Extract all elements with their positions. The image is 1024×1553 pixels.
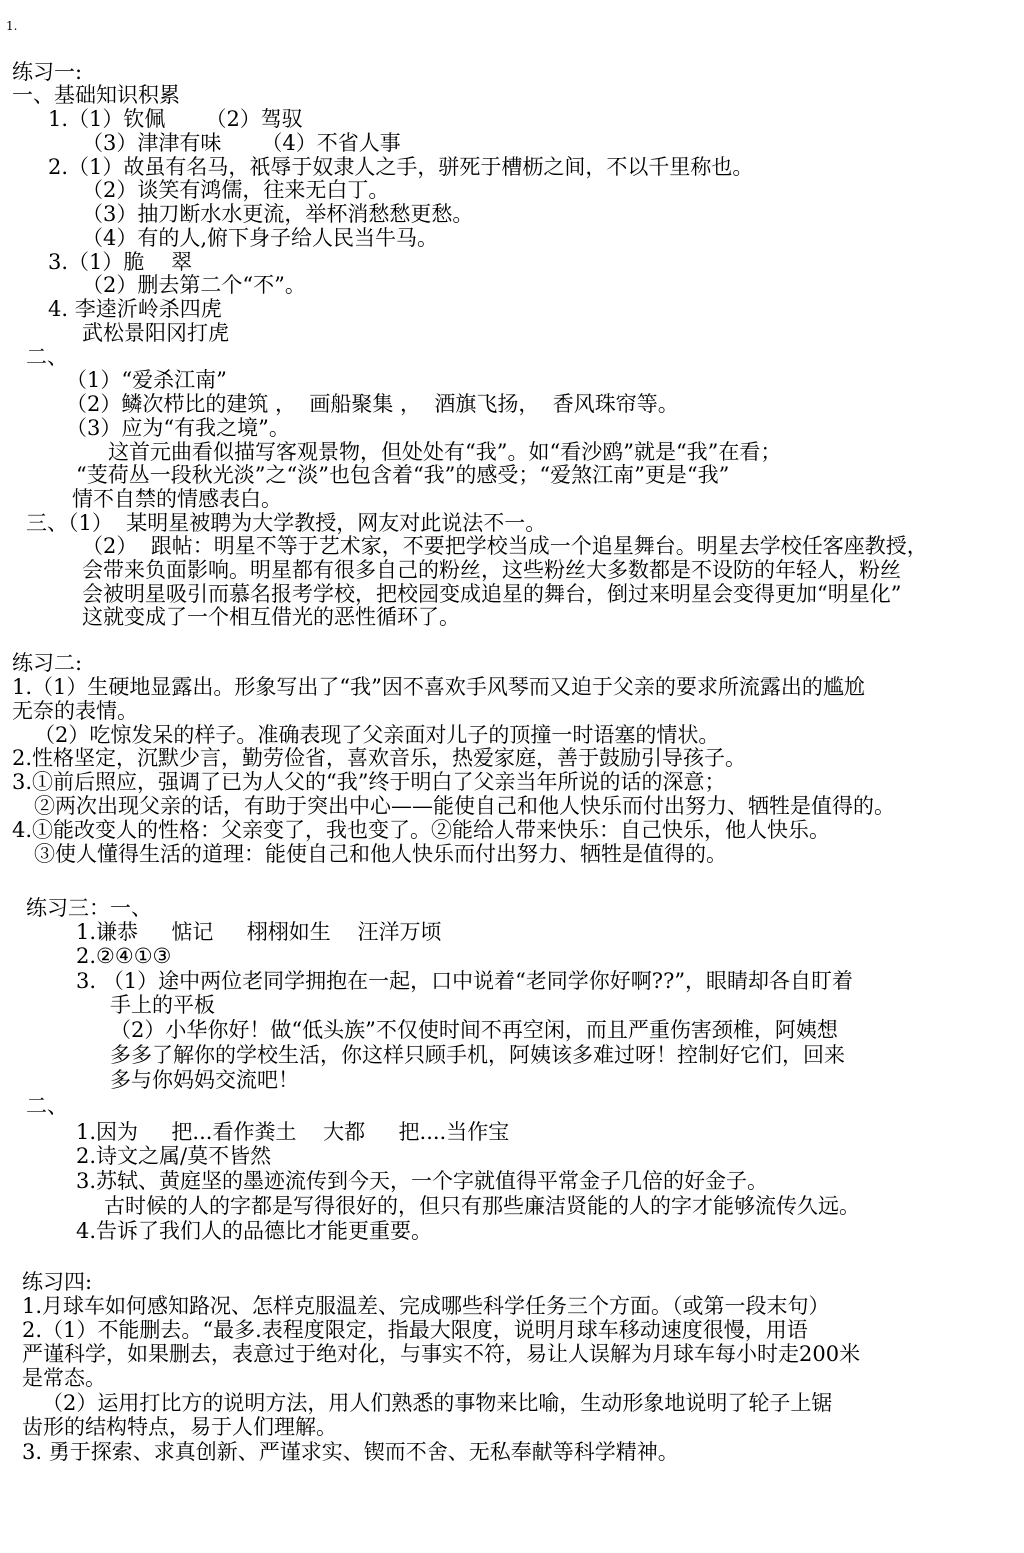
text-line: 4. 李逵沂岭杀四虎 [48,297,222,321]
text-line: 3. （1）途中两位老同学拥抱在一起，口中说着“老同学你好啊??”，眼睛却各自盯着 [76,969,854,993]
text-line: 3.（1）脆 翠 [48,250,193,274]
text-line: 严谨科学，如果删去，表意过于绝对化，与事实不符，易让人误解为月球车每小时走200米 [22,1342,861,1366]
text-line: 1.谦恭 惦记 栩栩如生 汪洋万顷 [76,920,442,944]
text-line: “芰荷丛一段秋光淡”之“淡”也包含着“我”的感受；“爱煞江南”更是“我” [76,463,730,487]
text-line: 练习四: [22,1270,93,1294]
text-line: 多多了解你的学校生活，你这样只顾手机，阿姨该多难过呀！控制好它们，回来 [110,1043,845,1067]
text-line: 二、 [26,345,68,369]
text-line: 古时候的人的字都是写得很好的，但只有那些廉洁贤能的人的字才能够流传久远。 [104,1194,860,1218]
text-line: 是常态。 [22,1366,106,1390]
text-line: 1.（1）生硬地显露出。形象写出了“我”因不喜欢手风琴而又迫于父亲的要求所流露出的尴尬 [12,675,865,699]
text-line: （2）小华你好！做“低头族”不仅使时间不再空闲，而且严重伤害颈椎，阿姨想 [110,1018,838,1042]
text-line: （3）抽刀断水水更流，举杯消愁愁更愁。 [82,202,474,226]
text-line: 练习一: [12,60,83,84]
text-line: 这就变成了一个相互借光的恶性循环了。 [82,605,460,629]
page-number: 1. [6,19,18,33]
text-line: 多与你妈妈交流吧！ [110,1068,299,1092]
text-line: （1）“爱杀江南” [66,368,227,392]
text-line: 2.性格坚定，沉默少言，勤劳俭省，喜欢音乐，热爱家庭，善于鼓励引导孩子。 [12,746,747,770]
text-line: （2） 跟帖：明星不等于艺术家，不要把学校当成一个追星舞台。明星去学校任客座教授， [82,534,928,558]
text-line: （2）删去第二个“不”。 [82,273,306,297]
text-line: 1.（1）钦佩 （2）驾驭 [48,107,303,131]
text-line: 一、基础知识积累 [12,83,180,107]
text-line: 会带来负面影响。明星都有很多自己的粉丝，这些粉丝大多数都是不设防的年轻人，粉丝 [82,558,901,582]
text-line: 3.①前后照应，强调了已为人父的“我”终于明白了父亲当年所说的话的深意； [12,770,726,794]
text-line: 齿形的结构特点，易于人们理解。 [22,1415,337,1439]
text-line: （3）津津有味 （4）不省人事 [82,131,401,155]
text-line: 3.苏轼、黄庭坚的墨迹流传到今天，一个字就值得平常金子几倍的好金子。 [76,1169,769,1193]
text-line: 二、 [26,1094,68,1118]
text-line: 1.因为 把...看作粪土 大都 把....当作宝 [76,1120,510,1144]
text-line: （2）运用打比方的说明方法，用人们熟悉的事物来比喻，生动形象地说明了轮子上锯 [42,1391,833,1415]
text-line: 4.告诉了我们人的品德比才能更重要。 [76,1219,433,1243]
text-line: 无奈的表情。 [12,699,138,723]
text-line: （2）鳞次栉比的建筑 ， 画船聚集 ， 酒旗飞扬， 香风珠帘等。 [66,392,679,416]
text-line: 2.（1）故虽有名马，祇辱于奴隶人之手，骈死于槽枥之间，不以千里称也。 [48,155,754,179]
text-line: （2）谈笑有鸿儒，往来无白丁。 [82,178,390,202]
text-line: 手上的平板 [110,993,215,1017]
text-line: 2.诗文之属/莫不皆然 [76,1144,272,1168]
text-line: 情不自禁的情感表白。 [72,487,282,511]
text-line: ②两次出现父亲的话，有助于突出中心——能使自己和他人快乐而付出努力、牺牲是值得的。 [34,794,895,818]
text-line: 3. 勇于探索、求真创新、严谨求实、锲而不舍、无私奉献等科学精神。 [22,1440,679,1464]
text-line: 三、（1） 某明星被聘为大学教授，网友对此说法不一。 [26,511,547,535]
text-line: （2）吃惊发呆的样子。准确表现了父亲面对儿子的顶撞一时语塞的情状。 [34,723,720,747]
text-line: 武松景阳冈打虎 [82,321,229,345]
text-line: 2.（1）不能删去。“最多.表程度限定，指最大限度，说明月球车移动速度很慢，用语 [22,1318,808,1342]
text-line: 4.①能改变人的性格：父亲变了，我也变了。②能给人带来快乐：自己快乐，他人快乐。 [12,818,831,842]
text-line: （3）应为“有我之境”。 [66,416,290,440]
text-line: 这首元曲看似描写客观景物，但处处有“我”。如“看沙鸥”就是“我”在看； [108,440,782,464]
text-line: 2.②④①③ [76,944,172,968]
text-line: 练习三：一、 [26,896,152,920]
text-line: 会被明星吸引而慕名报考学校，把校园变成追星的舞台，倒过来明星会变得更加“明星化” [82,582,902,606]
text-line: ③使人懂得生活的道理：能使自己和他人快乐而付出努力、牺牲是值得的。 [34,842,727,866]
text-line: 1.月球车如何感知路况、怎样克服温差、完成哪些科学任务三个方面。（或第一段末句） [22,1294,830,1318]
text-line: （4）有的人,俯下身子给人民当牛马。 [82,226,439,250]
text-line: 练习二: [12,651,83,675]
